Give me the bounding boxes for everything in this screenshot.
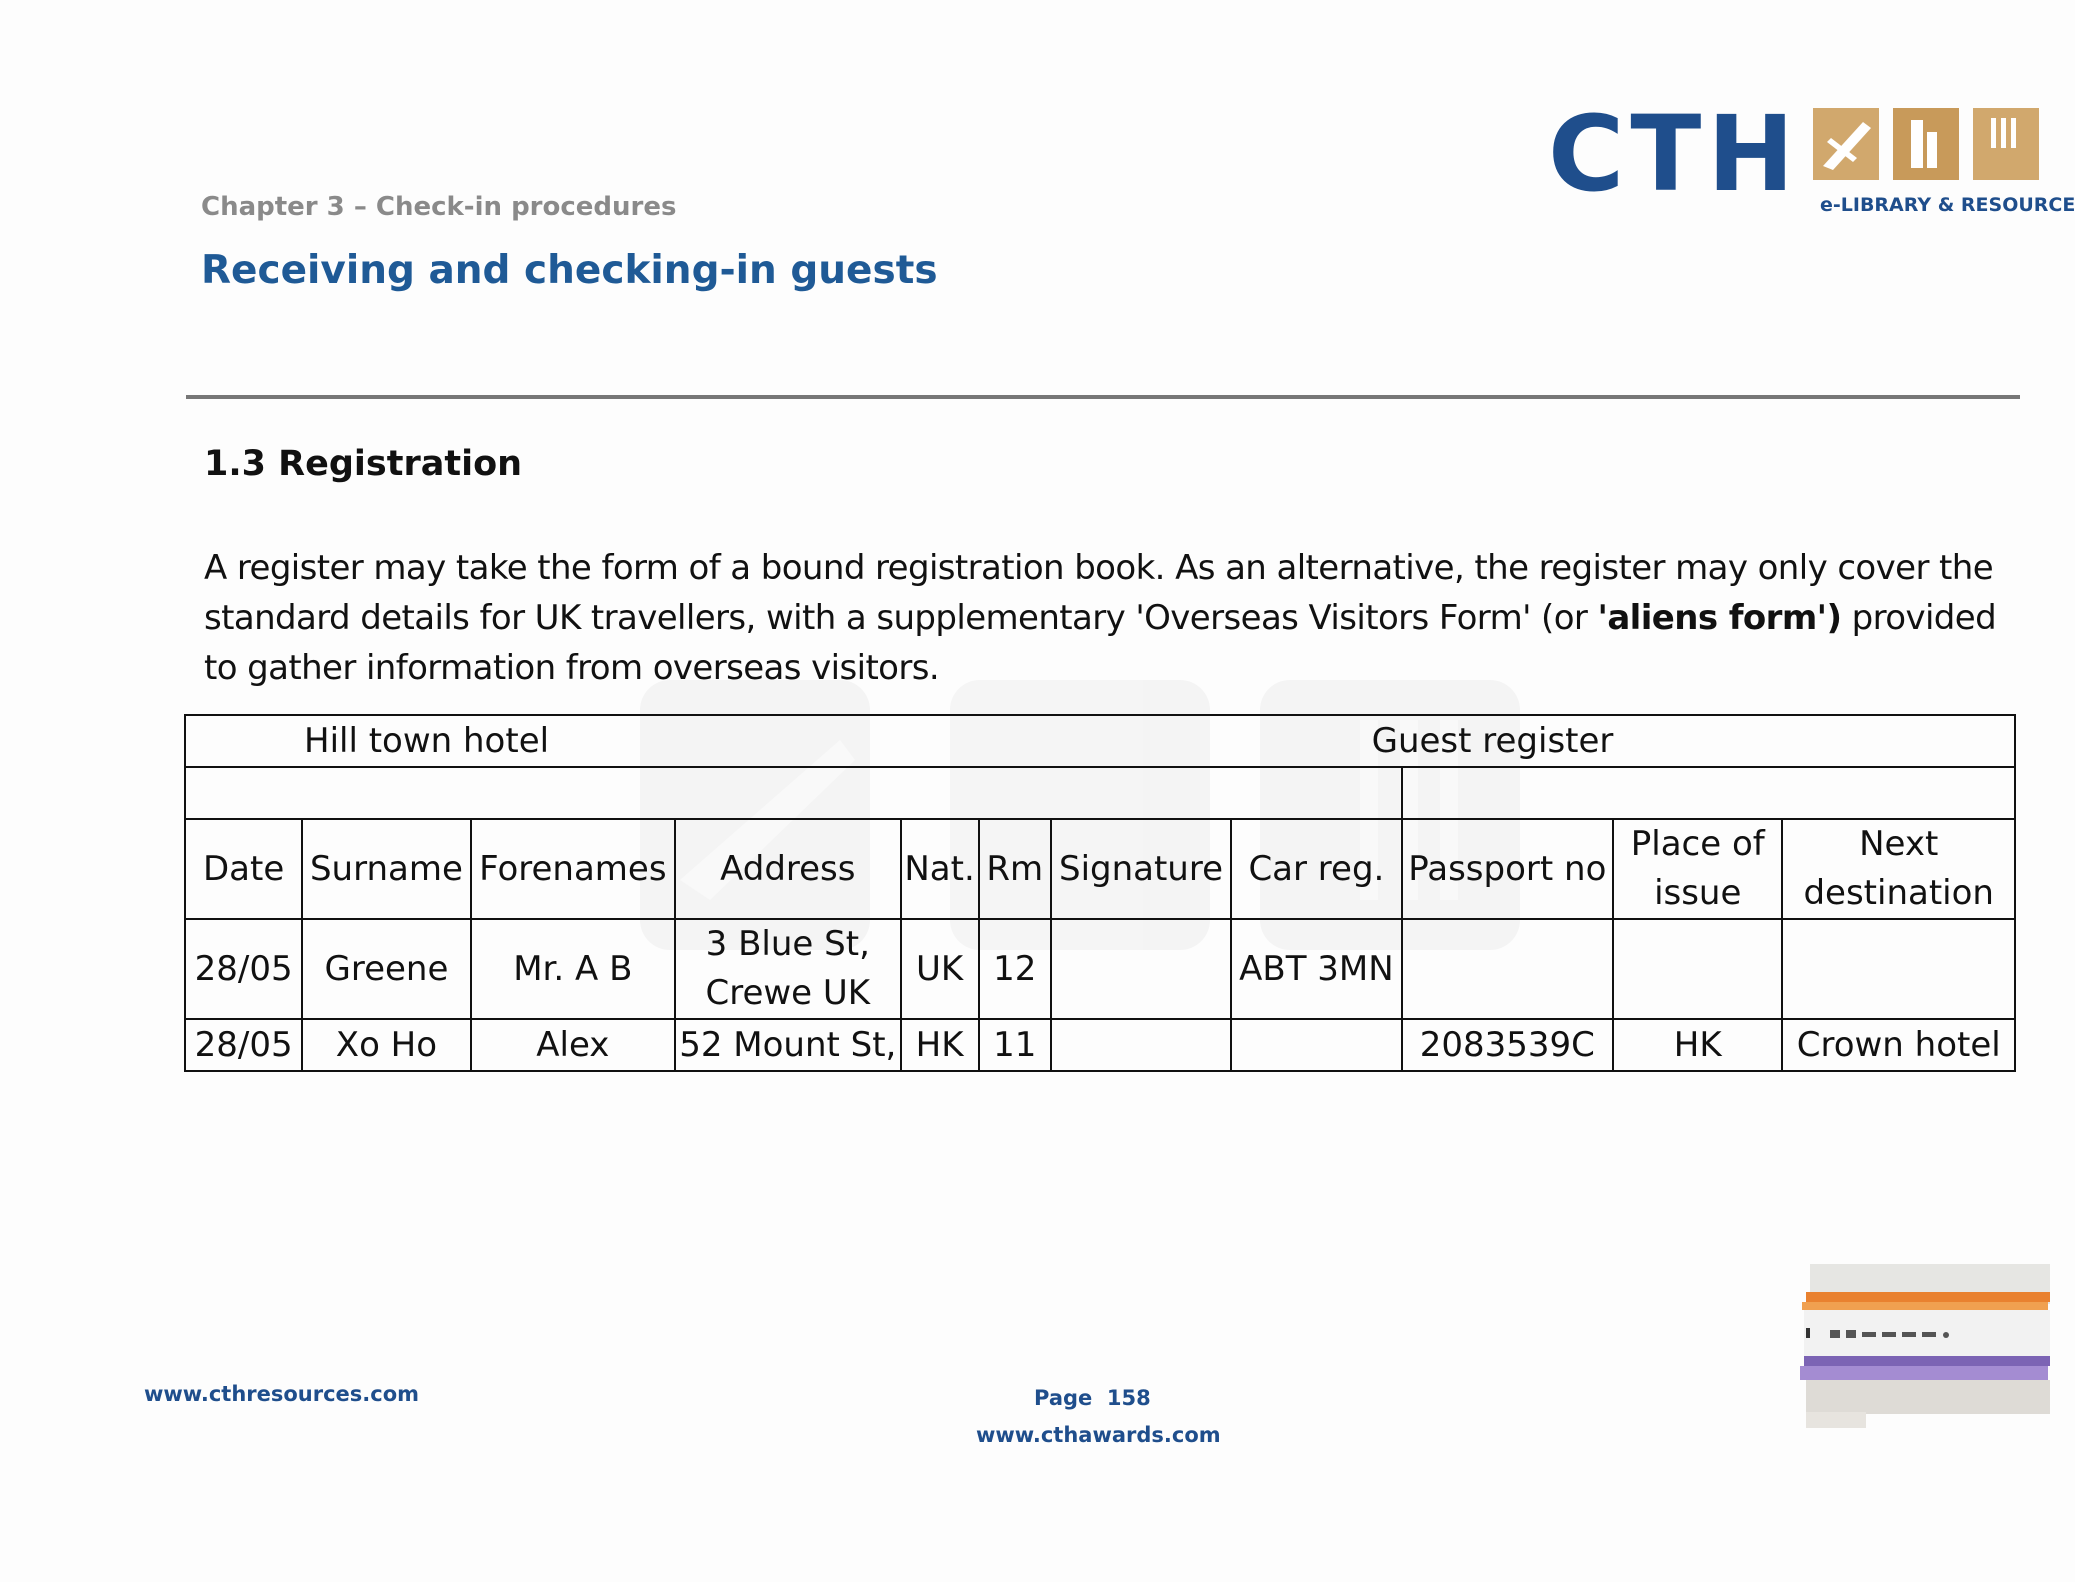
table-row (185, 919, 2015, 1019)
blank-cell (185, 767, 1402, 819)
table-cell (1051, 919, 1231, 1019)
logo-tagline: e-LIBRARY & RESOURCE (1820, 194, 2075, 216)
table-cell: Greene (302, 919, 470, 1019)
column-header: Address (675, 819, 900, 919)
column-header: Signature (1051, 819, 1231, 919)
footer-center-url[interactable]: www.cthawards.com (976, 1423, 1221, 1447)
table-cell: HK (1613, 1019, 1782, 1071)
subsection-heading: 1.3 Registration (204, 444, 523, 484)
table-cell: 28/05 (185, 1019, 302, 1071)
cth-logo (1548, 93, 2075, 218)
column-header: Surname (302, 819, 470, 919)
column-header: Forenames (471, 819, 675, 919)
logo-icons (1813, 108, 2053, 188)
hotel-name: Hill town hotel (185, 715, 1402, 767)
column-header: Passport no (1402, 819, 1613, 919)
table-cell: 12 (979, 919, 1051, 1019)
table-cell (1231, 1019, 1401, 1071)
table-cell: HK (901, 1019, 979, 1071)
table-cell: ABT 3MN (1231, 919, 1401, 1019)
books-illustration (1800, 1262, 2048, 1432)
table-cell: 2083539C (1402, 1019, 1613, 1071)
table-cell (1613, 919, 1782, 1019)
table-cell: Crown hotel (1782, 1019, 2015, 1071)
table-cell: 3 Blue St, Crewe UK (675, 919, 900, 1019)
table-cell: UK (901, 919, 979, 1019)
logo-text: CTH (1548, 93, 1801, 215)
paragraph-bold: 'aliens form') (1597, 598, 1842, 638)
table-cell: Alex (471, 1019, 675, 1071)
table-cell: Mr. A B (471, 919, 675, 1019)
table-cell (1402, 919, 1613, 1019)
column-header: Next destination (1782, 819, 2015, 919)
table-cell (1782, 919, 2015, 1019)
column-header: Date (185, 819, 302, 919)
register-title (1371, 715, 2015, 767)
footer-left-url[interactable]: www.cthresources.com (144, 1382, 420, 1406)
column-header: Place of issue (1613, 819, 1782, 919)
table-cell: 11 (979, 1019, 1051, 1071)
page-number: Page 158 (1034, 1386, 1151, 1410)
guest-register-table (184, 714, 2016, 1072)
table-cell (1051, 1019, 1231, 1071)
body-paragraph (204, 543, 2024, 693)
register-title-text: Guest register (1371, 721, 1614, 761)
table-row (185, 1019, 2015, 1071)
table-cell: Xo Ho (302, 1019, 470, 1071)
table-cell: 52 Mount St, (675, 1019, 900, 1071)
chapter-label: Chapter 3 – Check-in procedures (201, 192, 677, 222)
column-header: Car reg. (1231, 819, 1401, 919)
paragraph-text: A register may take the form of a bound registration book. As an alternative, the register may only cover the standard details for UK travellers, with a supplementary 'Overseas Visitors Form' (or (204, 548, 1994, 638)
divider (186, 395, 2020, 399)
table-header-row (185, 819, 2015, 919)
column-header: Rm (979, 819, 1051, 919)
blank-cell (1402, 767, 2015, 819)
section-title: Receiving and checking-in guests (201, 248, 938, 293)
table-cell: 28/05 (185, 919, 302, 1019)
column-header: Nat. (901, 819, 979, 919)
paragraph-text-end: provided to gather information from overseas visitors. (204, 598, 1997, 688)
